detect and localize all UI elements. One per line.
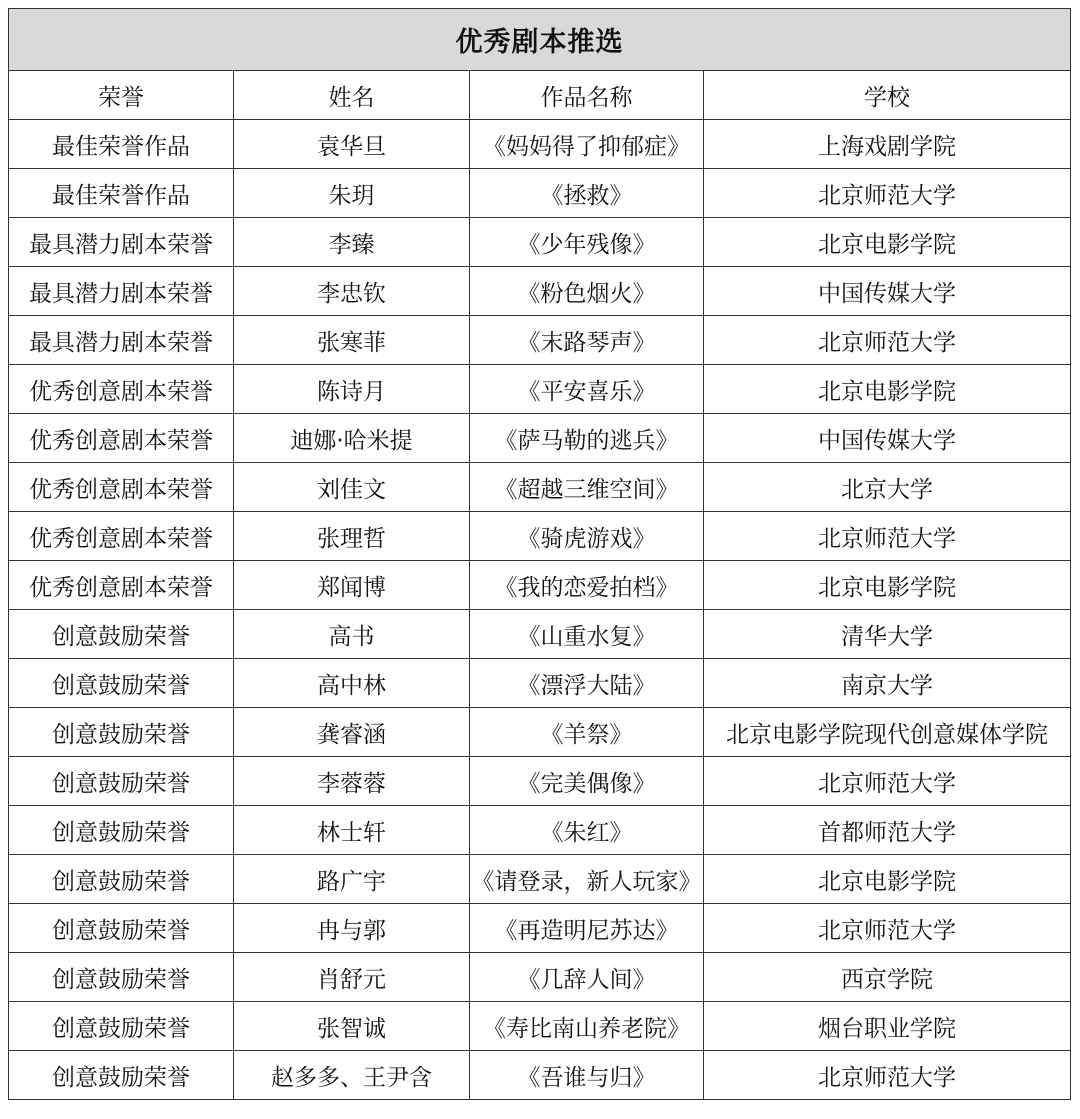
- cell-name: 高中林: [234, 659, 470, 708]
- cell-name: 肖舒元: [234, 953, 470, 1002]
- table-row: [9, 904, 1071, 953]
- cell-work-title: 《几辞人间》: [470, 953, 704, 1002]
- table-row: [9, 855, 1071, 904]
- cell-name: 张智诚: [234, 1002, 470, 1051]
- table-body: [9, 120, 1071, 1100]
- table-row: [9, 463, 1071, 512]
- cell-name: 路广宇: [234, 855, 470, 904]
- cell-name: 赵多多、王尹含: [234, 1051, 470, 1100]
- cell-honor: 创意鼓励荣誉: [9, 610, 234, 659]
- cell-name: 张寒菲: [234, 316, 470, 365]
- cell-name: 李蓉蓉: [234, 757, 470, 806]
- cell-name: 刘佳文: [234, 463, 470, 512]
- table-row: [9, 659, 1071, 708]
- cell-name: 袁华旦: [234, 120, 470, 169]
- cell-school: 北京师范大学: [704, 512, 1071, 561]
- cell-honor: 创意鼓励荣誉: [9, 659, 234, 708]
- header-name: 姓名: [234, 71, 470, 120]
- table-row: [9, 953, 1071, 1002]
- cell-name: 林士轩: [234, 806, 470, 855]
- table-row: [9, 561, 1071, 610]
- cell-work-title: 《少年残像》: [470, 218, 704, 267]
- cell-work-title: 《完美偶像》: [470, 757, 704, 806]
- cell-honor: 创意鼓励荣誉: [9, 953, 234, 1002]
- cell-work-title: 《平安喜乐》: [470, 365, 704, 414]
- cell-work-title: 《再造明尼苏达》: [470, 904, 704, 953]
- header-honor: 荣誉: [9, 71, 234, 120]
- cell-school: 北京师范大学: [704, 1051, 1071, 1100]
- cell-work-title: 《妈妈得了抑郁症》: [470, 120, 704, 169]
- cell-name: 郑闻博: [234, 561, 470, 610]
- table-row: [9, 169, 1071, 218]
- table-row: [9, 365, 1071, 414]
- header-work-title: 作品名称: [470, 71, 704, 120]
- cell-name: 陈诗月: [234, 365, 470, 414]
- cell-honor: 创意鼓励荣誉: [9, 1002, 234, 1051]
- cell-honor: 创意鼓励荣誉: [9, 855, 234, 904]
- cell-school: 首都师范大学: [704, 806, 1071, 855]
- cell-school: 北京电影学院: [704, 855, 1071, 904]
- cell-school: 北京大学: [704, 463, 1071, 512]
- table-row: [9, 757, 1071, 806]
- table-row: [9, 512, 1071, 561]
- table-row: [9, 120, 1071, 169]
- cell-name: 龚睿涵: [234, 708, 470, 757]
- cell-honor: 优秀创意剧本荣誉: [9, 414, 234, 463]
- cell-honor: 创意鼓励荣誉: [9, 904, 234, 953]
- table-row: [9, 267, 1071, 316]
- cell-work-title: 《羊祭》: [470, 708, 704, 757]
- cell-work-title: 《漂浮大陆》: [470, 659, 704, 708]
- table-header-row: [9, 71, 1071, 120]
- cell-name: 迪娜·哈米提: [234, 414, 470, 463]
- cell-work-title: 《我的恋爱拍档》: [470, 561, 704, 610]
- cell-name: 高书: [234, 610, 470, 659]
- cell-work-title: 《朱红》: [470, 806, 704, 855]
- cell-name: 李忠钦: [234, 267, 470, 316]
- table-row: [9, 610, 1071, 659]
- cell-work-title: 《寿比南山养老院》: [470, 1002, 704, 1051]
- cell-honor: 最具潜力剧本荣誉: [9, 218, 234, 267]
- cell-honor: 最具潜力剧本荣誉: [9, 267, 234, 316]
- cell-school: 北京电影学院: [704, 365, 1071, 414]
- cell-school: 北京师范大学: [704, 904, 1071, 953]
- cell-school: 上海戏剧学院: [704, 120, 1071, 169]
- cell-honor: 创意鼓励荣誉: [9, 1051, 234, 1100]
- table-title: 优秀剧本推选: [9, 9, 1071, 71]
- table-row: [9, 316, 1071, 365]
- cell-school: 北京电影学院: [704, 561, 1071, 610]
- cell-school: 北京电影学院: [704, 218, 1071, 267]
- cell-work-title: 《吾谁与归》: [470, 1051, 704, 1100]
- cell-work-title: 《萨马勒的逃兵》: [470, 414, 704, 463]
- cell-honor: 创意鼓励荣誉: [9, 757, 234, 806]
- cell-school: 西京学院: [704, 953, 1071, 1002]
- cell-honor: 优秀创意剧本荣誉: [9, 463, 234, 512]
- cell-work-title: 《骑虎游戏》: [470, 512, 704, 561]
- cell-honor: 最佳荣誉作品: [9, 120, 234, 169]
- cell-school: 烟台职业学院: [704, 1002, 1071, 1051]
- cell-name: 张理哲: [234, 512, 470, 561]
- cell-name: 朱玥: [234, 169, 470, 218]
- cell-honor: 创意鼓励荣誉: [9, 806, 234, 855]
- cell-honor: 最佳荣誉作品: [9, 169, 234, 218]
- award-table: [8, 8, 1071, 1100]
- cell-honor: 优秀创意剧本荣誉: [9, 512, 234, 561]
- cell-school: 北京师范大学: [704, 169, 1071, 218]
- cell-school: 中国传媒大学: [704, 267, 1071, 316]
- table-title-row: [9, 9, 1071, 71]
- cell-work-title: 《末路琴声》: [470, 316, 704, 365]
- cell-school: 北京师范大学: [704, 757, 1071, 806]
- table-row: [9, 1051, 1071, 1100]
- cell-school: 中国传媒大学: [704, 414, 1071, 463]
- cell-school: 北京师范大学: [704, 316, 1071, 365]
- award-table-container: [8, 8, 1070, 1100]
- table-row: [9, 708, 1071, 757]
- cell-honor: 优秀创意剧本荣誉: [9, 365, 234, 414]
- cell-work-title: 《粉色烟火》: [470, 267, 704, 316]
- cell-school: 北京电影学院现代创意媒体学院: [704, 708, 1071, 757]
- table-row: [9, 414, 1071, 463]
- table-row: [9, 806, 1071, 855]
- cell-honor: 创意鼓励荣誉: [9, 708, 234, 757]
- table-row: [9, 1002, 1071, 1051]
- cell-work-title: 《拯救》: [470, 169, 704, 218]
- cell-work-title: 《请登录，新人玩家》: [470, 855, 704, 904]
- cell-school: 清华大学: [704, 610, 1071, 659]
- cell-work-title: 《超越三维空间》: [470, 463, 704, 512]
- cell-name: 冉与郭: [234, 904, 470, 953]
- cell-honor: 最具潜力剧本荣誉: [9, 316, 234, 365]
- header-school: 学校: [704, 71, 1071, 120]
- cell-work-title: 《山重水复》: [470, 610, 704, 659]
- table-row: [9, 218, 1071, 267]
- cell-school: 南京大学: [704, 659, 1071, 708]
- cell-honor: 优秀创意剧本荣誉: [9, 561, 234, 610]
- cell-name: 李臻: [234, 218, 470, 267]
